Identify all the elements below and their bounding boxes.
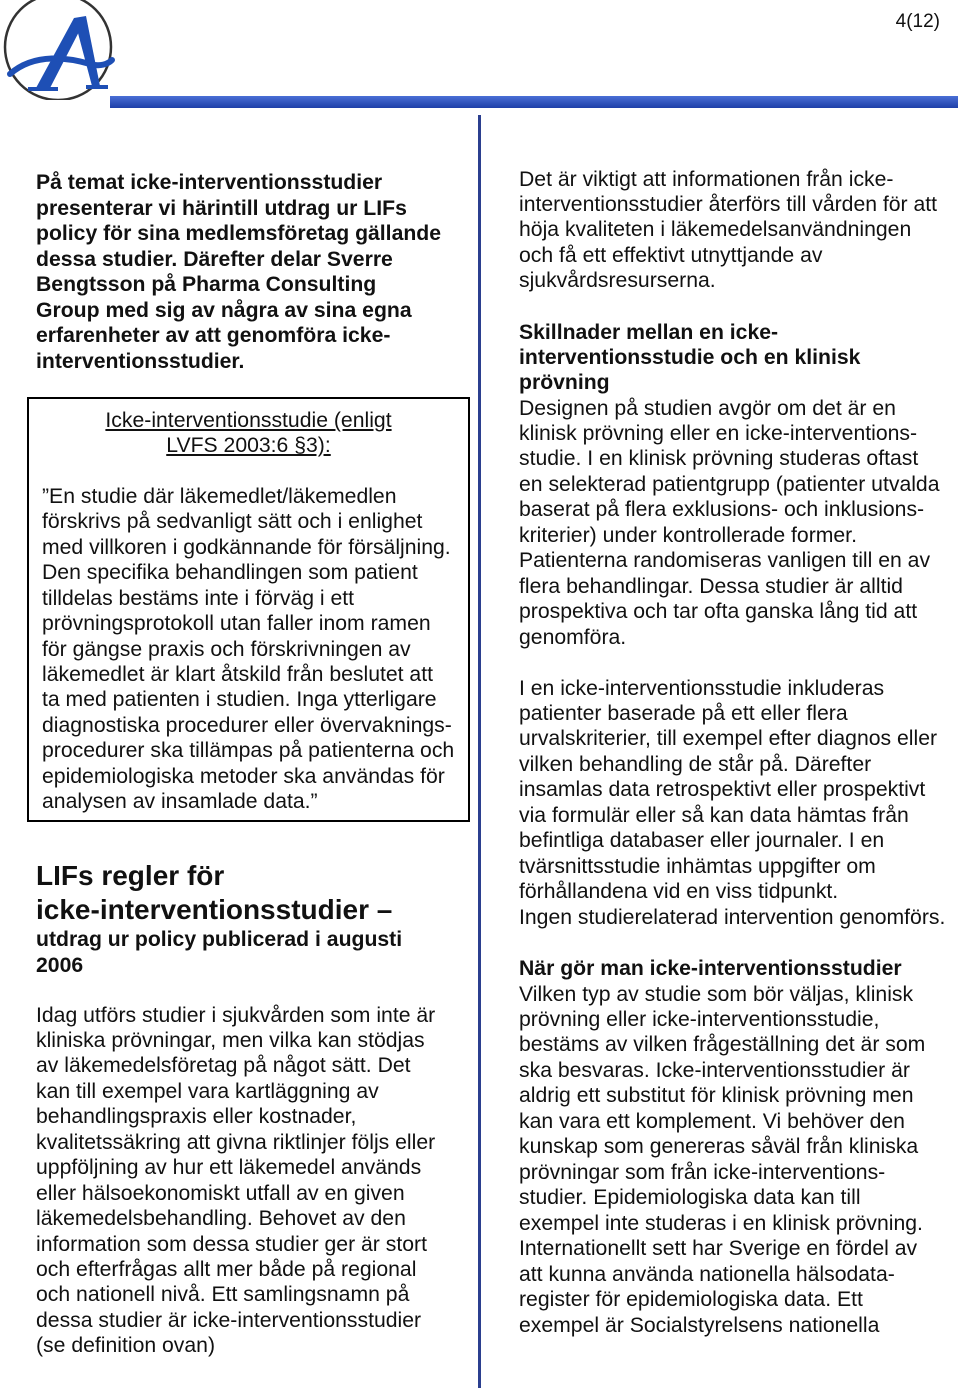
body-line: kvalitetssäkring att givna riktlinjer följs eller: [36, 1130, 436, 1154]
body-line: baserat på flera exklusions- och inklusions-: [519, 498, 925, 522]
heading-line: Skillnader mellan en icke-: [519, 320, 779, 344]
body-line: Internationellt sett har Sverige en fördel av: [519, 1237, 918, 1261]
body-line: urvalskriterier, till exempel efter diagnos eller: [519, 727, 938, 751]
body-line: interventionsstudier återförs till vården för att: [519, 192, 938, 216]
body-line: kan vara ett komplement. Vi behöver den: [519, 1109, 905, 1133]
quote-line: för gängse praxis och förskrivningen av: [42, 637, 411, 661]
quote-line: ”En studie där läkemedlet/läkemedlen: [42, 485, 397, 508]
body-line: höja kvaliteten i läkemedelsanvändningen: [519, 218, 912, 242]
body-line: ska besvaras. Icke-interventionsstudier är: [519, 1058, 910, 1082]
section-heading: [36, 859, 392, 927]
right-heading-1: [519, 320, 860, 396]
intro-line: Bengtsson på Pharma Consulting: [36, 273, 377, 297]
body-line: Patienterna randomiseras vanligen till en av: [519, 549, 931, 573]
section-subheading: [36, 927, 402, 979]
right-paragraph-3: [519, 676, 945, 931]
definition-title-line: Icke-interventionsstudie (enligt: [105, 409, 392, 432]
right-paragraph-4: [519, 982, 925, 1339]
body-line: kriterier) under kontrollerade former.: [519, 523, 857, 547]
body-line: information som dessa studier ger är stort: [36, 1232, 427, 1256]
body-line: patienter baserade på ett eller flera: [519, 701, 848, 725]
column-divider: [478, 115, 481, 1388]
heading-line: prövning: [519, 371, 610, 395]
body-line: prövningar som från icke-interventions-: [519, 1160, 886, 1184]
body-line: av läkemedelsföretag på något sätt. Det: [36, 1054, 411, 1078]
heading-line: När gör man icke-interventionsstudier: [519, 956, 902, 980]
quote-line: analysen av insamlade data.”: [42, 790, 318, 814]
intro-line: interventionsstudier.: [36, 349, 245, 373]
intro-line: presenterar vi härintill utdrag ur LIFs: [36, 196, 407, 220]
quote-line: Den specifika behandlingen som patient: [42, 561, 418, 585]
intro-paragraph: [36, 170, 441, 375]
definition-title-line: LVFS 2003:6 §3):: [166, 434, 331, 457]
quote-line: prövningsprotokoll utan faller inom ramen: [42, 612, 431, 636]
right-paragraph-2: [519, 396, 940, 651]
body-line: förhållandena vid en viss tidpunkt.: [519, 880, 839, 904]
page-number: 4(12): [895, 11, 940, 32]
body-line: sjukvårdsresurserna.: [519, 269, 716, 293]
body-line: en selekterad patientgrupp (patienter utvalda: [519, 472, 940, 496]
quote-line: ta med patienten i studien. Inga ytterligare: [42, 688, 437, 712]
body-line: Designen på studien avgör om det är en: [519, 396, 896, 420]
body-line: via formulär eller så kan data hämtas från: [519, 803, 909, 827]
body-line: att kunna använda nationella hälsodata-: [519, 1262, 895, 1286]
quote-line: med villkoren i godkännande för försäljning.: [42, 535, 451, 559]
body-line: I en icke-interventionsstudie inkluderas: [519, 676, 885, 700]
body-line: tvärsnittsstudie inhämtas uppgifter om: [519, 854, 876, 878]
section-body: [36, 1003, 435, 1359]
body-line: aldrig ett substitut för klinisk prövning men: [519, 1084, 914, 1108]
quote-line: förskrivs på sedvanligt sätt och i enlighet: [42, 510, 423, 534]
body-line: befintliga databaser eller journaler. I en: [519, 829, 885, 853]
quote-line: läkemedlet är klart åtskild från beslutet att: [42, 662, 433, 686]
body-line: Ingen studierelaterad intervention genomförs.: [519, 905, 946, 929]
section-subheading-line: 2006: [36, 954, 84, 977]
body-line: uppföljning av hur ett läkemedel används: [36, 1156, 422, 1180]
body-line: kan till exempel vara kartläggning av: [36, 1079, 379, 1103]
body-line: Det är viktigt att informationen från icke-: [519, 167, 894, 191]
intro-line: policy för sina medlemsföretag gällande: [36, 222, 442, 246]
quote-line: diagnostiska procedurer eller övervaknings-: [42, 713, 452, 737]
section-heading-line: icke-interventionsstudier –: [36, 894, 393, 925]
heading-line: interventionsstudie och en klinisk: [519, 345, 861, 369]
header-bar: [110, 96, 958, 108]
body-line: vilken behandling de står på. Därefter: [519, 752, 872, 776]
body-line: (se definition ovan): [36, 1334, 216, 1358]
a-monogram-logo-icon: [0, 0, 115, 100]
right-paragraph-1: [519, 167, 937, 294]
body-line: studie. I en klinisk prövning studeras oftast: [519, 447, 919, 471]
quote-line: procedurer ska tillämpas på patienterna och: [42, 739, 455, 763]
body-line: insamlas data retrospektivt eller prospektivt: [519, 778, 926, 802]
body-line: genomföra.: [519, 625, 627, 649]
body-line: Idag utförs studier i sjukvården som inte är: [36, 1003, 436, 1027]
body-line: prövning eller icke-interventionsstudie,: [519, 1007, 880, 1031]
right-heading-2: [519, 956, 902, 981]
body-line: prospektiva och tar ofta ganska lång tid att: [519, 600, 918, 624]
section-heading-line: LIFs regler för: [36, 860, 225, 891]
body-line: behandlingspraxis eller kostnader,: [36, 1105, 357, 1129]
section-subheading-line: utdrag ur policy publicerad i augusti: [36, 928, 403, 951]
body-line: klinisk prövning eller en icke-interventions-: [519, 421, 918, 445]
body-line: dessa studier är icke-interventionsstudier: [36, 1308, 422, 1332]
body-line: och få ett effektivt utnyttjande av: [519, 243, 823, 267]
intro-line: På temat icke-interventionsstudier: [36, 171, 383, 194]
body-line: eller hälsoekonomiskt utfall av en given: [36, 1181, 405, 1205]
body-line: och efterfrågas allt mer både på regional: [36, 1258, 417, 1282]
body-line: och nationell nivå. Ett samlingsnamn på: [36, 1283, 410, 1307]
definition-quote: [42, 484, 454, 814]
intro-line: erfarenheter av att genomföra icke-: [36, 324, 391, 348]
body-line: läkemedelsbehandling. Behovet av den: [36, 1207, 406, 1231]
body-line: flera behandlingar. Dessa studier är alltid: [519, 574, 903, 598]
intro-line: dessa studier. Därefter delar Sverre: [36, 247, 393, 271]
intro-line: Group med sig av några av sina egna: [36, 298, 412, 322]
body-line: register för epidemiologiska data. Ett: [519, 1288, 863, 1312]
body-line: kliniska prövningar, men vilka kan stödjas: [36, 1028, 425, 1052]
definition-title: [27, 408, 470, 458]
quote-line: tilldelas bestäms inte i förväg i ett: [42, 586, 355, 610]
body-line: exempel är Socialstyrelsens nationella: [519, 1313, 880, 1337]
body-line: bestäms av vilken frågeställning det är som: [519, 1033, 926, 1057]
quote-line: epidemiologiska metoder ska användas för: [42, 764, 445, 788]
body-line: Vilken typ av studie som bör väljas, klinisk: [519, 982, 914, 1006]
body-line: exempel inte studeras i en klinisk prövning.: [519, 1211, 923, 1235]
body-line: studier. Epidemiologiska data kan till: [519, 1186, 861, 1210]
body-line: kunskap som genereras såväl från kliniska: [519, 1135, 919, 1159]
